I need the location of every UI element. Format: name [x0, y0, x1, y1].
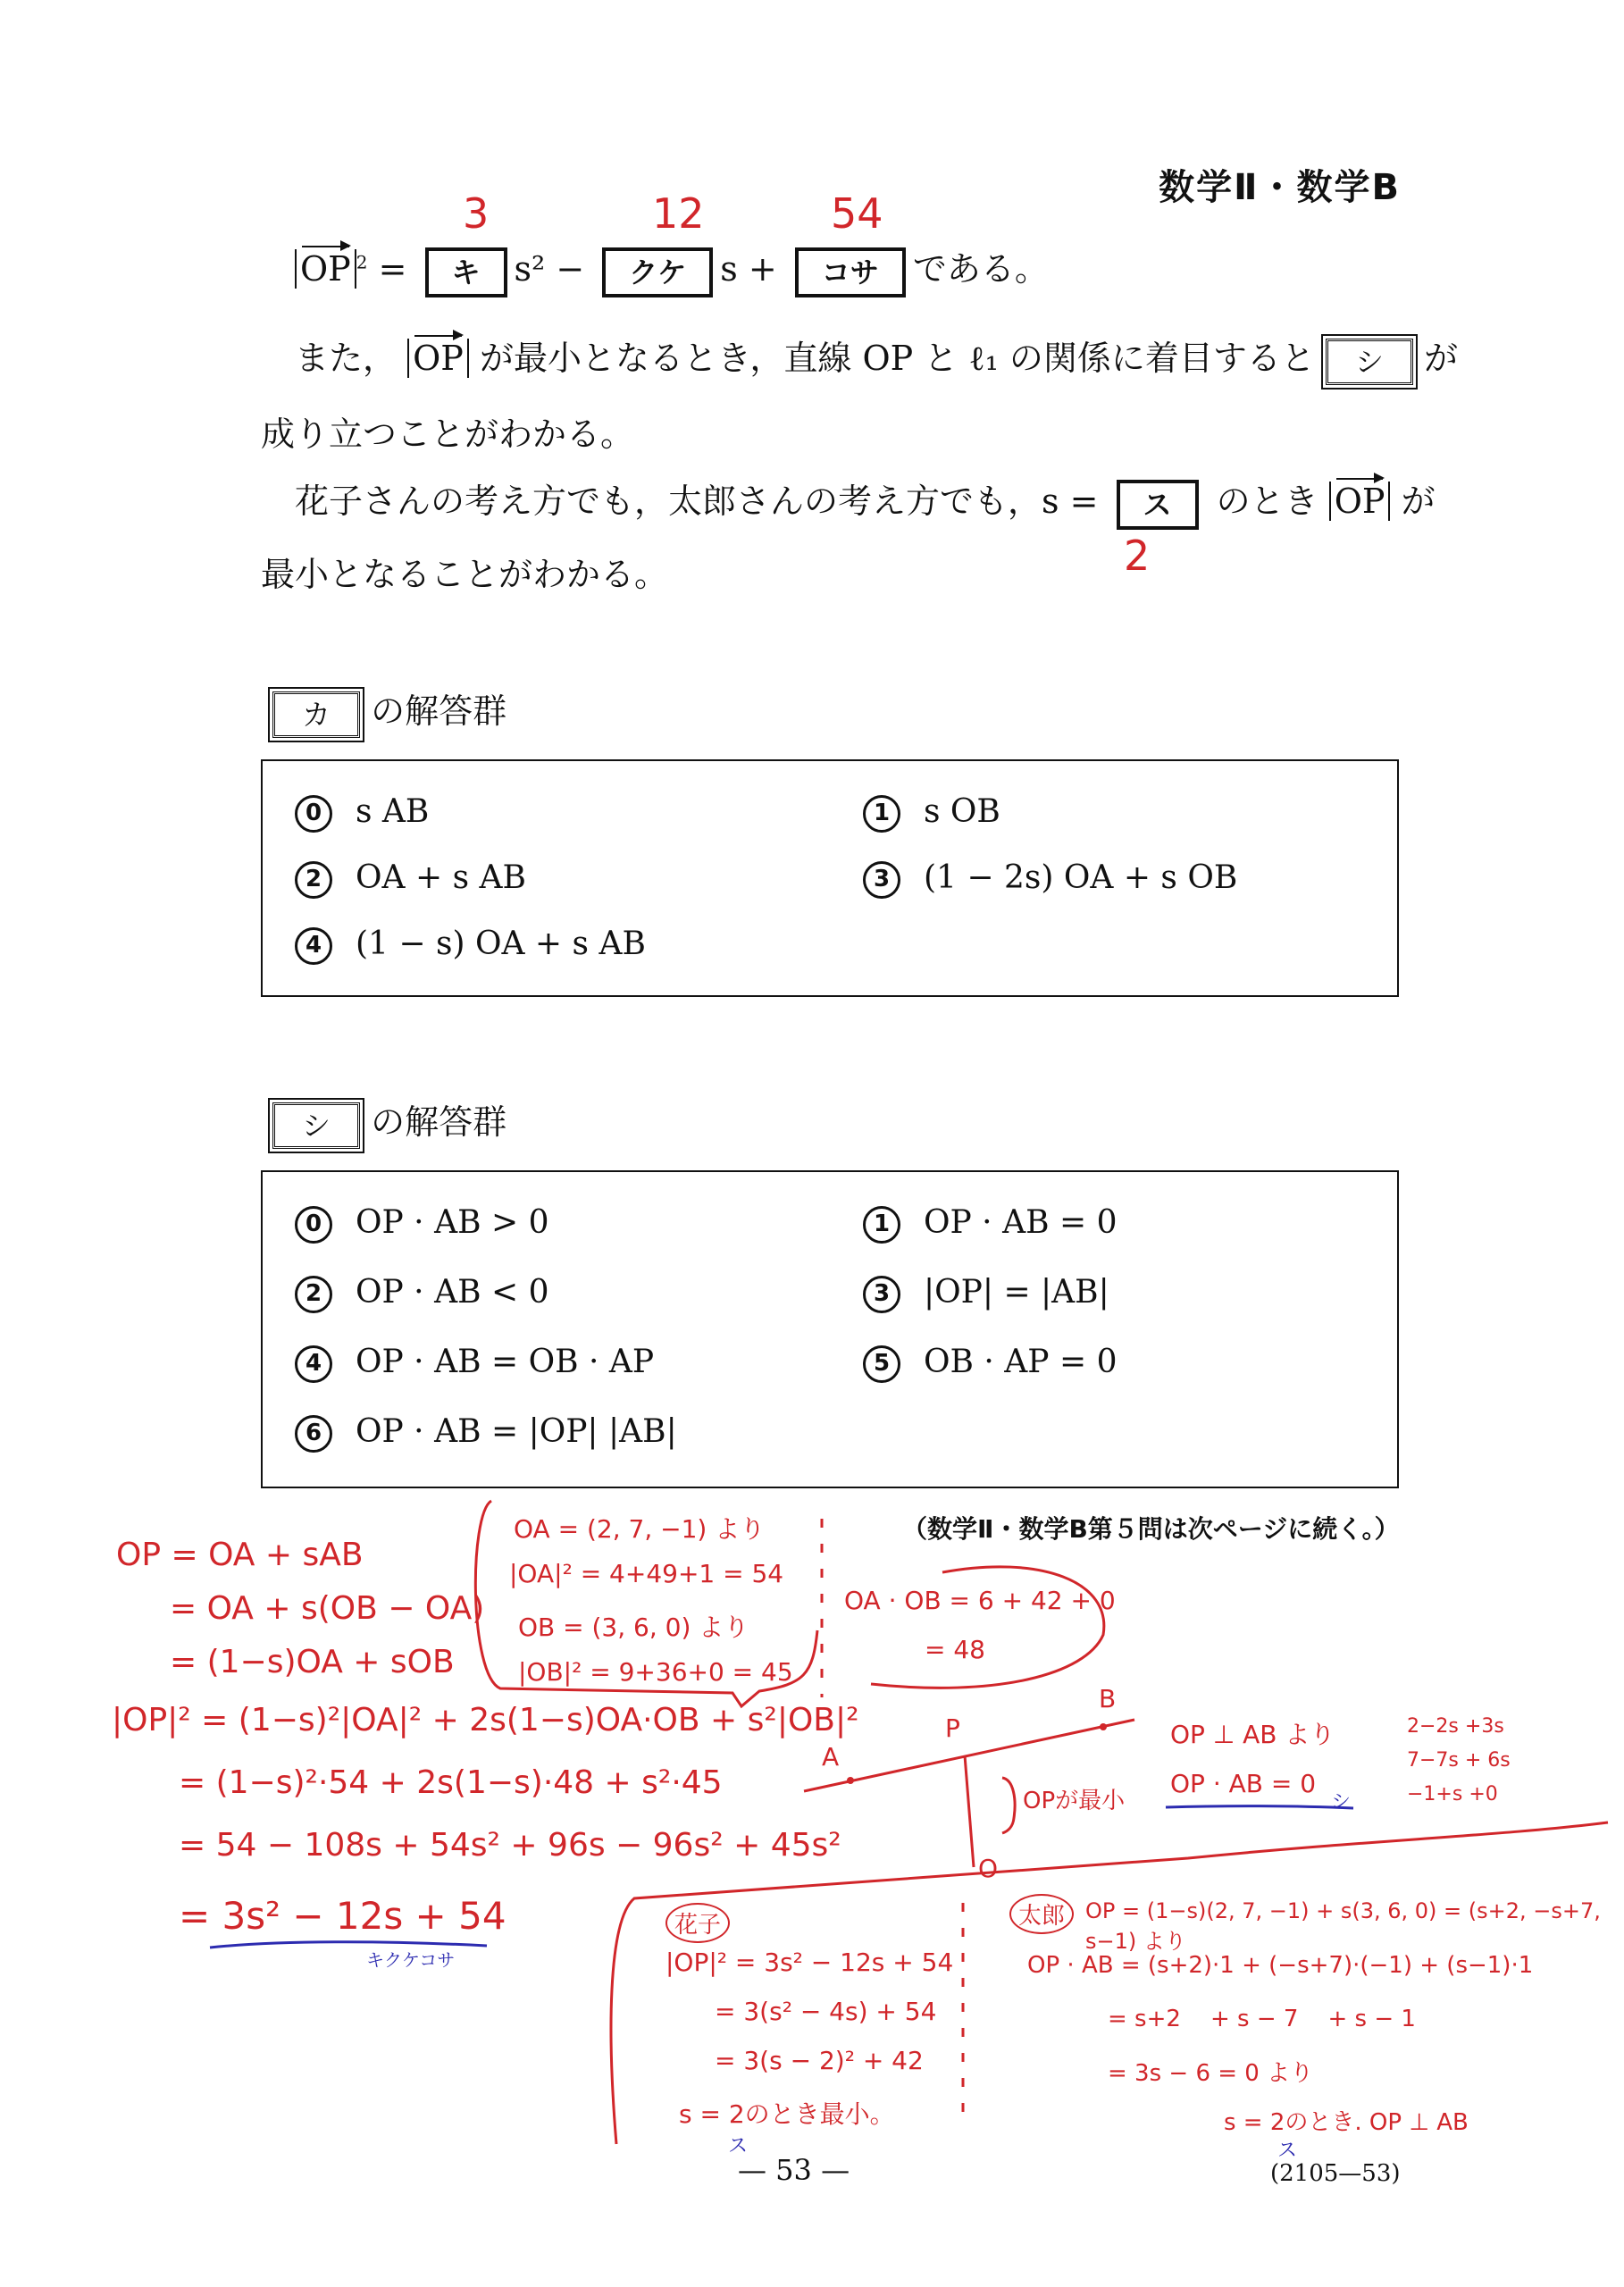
- hw-perp-line-2: OP · AB = 0: [1170, 1769, 1317, 1798]
- paragraph-su: [295, 473, 1436, 530]
- hw-point-b: B: [1099, 1684, 1117, 1713]
- op-vector: OP: [300, 249, 351, 289]
- hw-taro-mark: ス: [1277, 2140, 1298, 2162]
- hw-under-label: キクケコサ: [366, 1949, 456, 1971]
- ka-option-2[interactable]: [295, 859, 526, 899]
- group-shi-label: の解答群: [371, 1102, 507, 1142]
- group-ka-label: の解答群: [371, 691, 507, 731]
- option-text: OP · AB = OB · AP: [356, 1344, 655, 1380]
- hw-bubble-line-1: OA = (2, 7, −1) より: [514, 1514, 766, 1544]
- option-number: 4: [295, 1345, 332, 1383]
- hw-point-p: P: [945, 1713, 960, 1743]
- hw-hanako-line-2: = 3(s² − 4s) + 54: [715, 1997, 937, 2026]
- answer-box-shi[interactable]: シ: [1326, 339, 1413, 385]
- group-shi-box: シ: [272, 1102, 360, 1149]
- hw-perp-mark: シ: [1331, 1791, 1352, 1814]
- answer-box-kuke[interactable]: クケ: [602, 247, 713, 297]
- option-text: (1 − s) OA + s AB: [356, 926, 646, 962]
- hw-taro-line-5: s = 2のとき. OP ⊥ AB: [1224, 2109, 1469, 2136]
- answer-box-su[interactable]: ス: [1117, 480, 1199, 530]
- option-number: 1: [863, 795, 900, 833]
- option-number: 5: [863, 1345, 900, 1383]
- option-text: OP · AB < 0: [356, 1274, 549, 1311]
- option-number: 2: [295, 861, 332, 899]
- para2-end: が: [1401, 482, 1436, 521]
- hw-hanako-mark: ス: [728, 2135, 749, 2157]
- option-text: (1 − 2s) OA + s OB: [924, 859, 1238, 896]
- hw-taro-line-3: = s+2 + s − 7 + s − 1: [1108, 2006, 1416, 2032]
- hw-taro-line-4: = 3s − 6 = 0 より: [1108, 2060, 1314, 2087]
- paragraph-shi-line2: 成り立つことがわかる。: [261, 415, 635, 454]
- shi-option-2[interactable]: [295, 1274, 548, 1313]
- hw-answer-ki: 3: [463, 189, 490, 238]
- hw-hanako-title: 花子: [666, 1903, 730, 1943]
- op-vector: OP: [1334, 482, 1385, 521]
- hw-side-calc-3: −1+s +0: [1407, 1783, 1498, 1805]
- answer-box-ki[interactable]: キ: [425, 247, 507, 297]
- ka-option-3[interactable]: [863, 859, 1237, 899]
- para2-start: 花子さんの考え方でも，太郎さんの考え方でも，s =: [295, 482, 1099, 521]
- option-text: |OP| = |AB|: [924, 1274, 1109, 1311]
- option-text: s OB: [924, 793, 1000, 830]
- op-vector: OP: [413, 339, 464, 378]
- op-norm: [295, 249, 356, 289]
- shi-option-4[interactable]: [295, 1344, 654, 1383]
- hw-taro-line-1: OP = (1−s)(2, 7, −1) + s(3, 6, 0) = (s+2, −s+7, s−1) より: [1085, 1898, 1601, 1954]
- shi-option-0[interactable]: [295, 1204, 548, 1244]
- group-ka-panel: [261, 759, 1399, 997]
- hw-hanako-line-4: s = 2のとき最小。: [679, 2099, 895, 2129]
- hw-perp-underline: [1161, 1800, 1358, 1814]
- hw-bubble-line-4: |OB|² = 9+36+0 = 45: [518, 1657, 793, 1687]
- hw-diagram-note: OPが最小: [1023, 1788, 1126, 1814]
- group-shi-panel: [261, 1170, 1399, 1488]
- equals-sign: =: [378, 249, 407, 289]
- option-text: OP · AB > 0: [356, 1204, 549, 1241]
- option-number: 2: [295, 1276, 332, 1313]
- shi-option-3[interactable]: [863, 1274, 1109, 1313]
- hw-point-a: A: [822, 1742, 840, 1772]
- group-ka-box: カ: [272, 691, 360, 738]
- option-number: 4: [295, 927, 332, 965]
- hw-answer-su: 2: [1124, 532, 1151, 580]
- shi-option-1[interactable]: [863, 1204, 1117, 1244]
- exponent: 2: [356, 251, 368, 273]
- hw-dot-line-2: = 48: [925, 1635, 985, 1664]
- equation-tail: である。: [912, 249, 1049, 289]
- hw-point-o: O: [978, 1854, 999, 1883]
- option-number: 3: [863, 1276, 900, 1313]
- hw-dot-line-1: OA · OB = 6 + 42 + 0: [844, 1586, 1116, 1615]
- group-shi-title: [272, 1094, 506, 1149]
- paragraph-shi: [295, 331, 1458, 385]
- hw-side-calc-1: 2−2s +3s: [1407, 1715, 1504, 1738]
- option-text: OP · AB = 0: [924, 1204, 1118, 1241]
- page-code: (2105—53): [1270, 2160, 1401, 2187]
- shi-option-6[interactable]: [295, 1413, 677, 1453]
- subject-header: 数学Ⅱ・数学B: [1159, 167, 1401, 208]
- hw-answer-kosa: 54: [831, 189, 883, 238]
- ka-option-0[interactable]: [295, 793, 429, 833]
- op-squared-equation: [295, 241, 1049, 297]
- hw-expansion-line-4: = 3s² − 12s + 54: [179, 1894, 506, 1938]
- hw-perp-line-1: OP ⊥ AB より: [1170, 1720, 1335, 1749]
- para1-mid: が最小となるとき，直線 OP と ℓ₁ の関係に着目すると: [479, 339, 1315, 378]
- hw-hanako-line-3: = 3(s − 2)² + 42: [715, 2046, 924, 2075]
- para2-mid: のとき: [1216, 482, 1318, 521]
- hw-expansion-line-3: = 54 − 108s + 54s² + 96s − 96s² + 45s²: [179, 1827, 841, 1864]
- hw-op-line-2: = OA + s(OB − OA): [170, 1590, 485, 1627]
- option-text: s AB: [356, 793, 430, 830]
- s-squared-term: s² −: [514, 249, 585, 289]
- group-ka-title: [272, 683, 506, 738]
- option-number: 6: [295, 1415, 332, 1453]
- shi-option-5[interactable]: [863, 1344, 1117, 1383]
- option-number: 1: [863, 1206, 900, 1244]
- option-text: OB · AP = 0: [924, 1344, 1118, 1380]
- option-number: 0: [295, 795, 332, 833]
- op-norm: [1329, 482, 1391, 521]
- op-norm: [407, 339, 469, 378]
- ka-option-1[interactable]: [863, 793, 1000, 833]
- option-number: 0: [295, 1206, 332, 1244]
- hw-op-line-3: = (1−s)OA + sOB: [170, 1644, 455, 1680]
- page-number: — 53 —: [738, 2153, 850, 2187]
- option-text: OA + s AB: [356, 859, 526, 896]
- option-text: OP · AB = |OP| |AB|: [356, 1413, 677, 1450]
- ka-option-4[interactable]: [295, 926, 646, 965]
- hw-taro-line-2: OP · AB = (s+2)·1 + (−s+7)·(−1) + (s−1)·1: [1027, 1952, 1534, 1979]
- para1-end: が: [1424, 339, 1459, 378]
- para1-start: また，: [295, 339, 398, 378]
- hw-expansion-line-2: = (1−s)²·54 + 2s(1−s)·48 + s²·45: [179, 1764, 723, 1801]
- hw-taro-title: 太郎: [1009, 1894, 1074, 1934]
- hw-bubble-line-2: |OA|² = 4+49+1 = 54: [509, 1559, 784, 1588]
- s-term: s +: [720, 249, 777, 289]
- option-number: 3: [863, 861, 900, 899]
- continue-note: （数学Ⅱ・数学B第５問は次ページに続く。）: [902, 1514, 1400, 1544]
- paragraph-su-line2: 最小となることがわかる。: [261, 555, 669, 594]
- hw-bubble-line-3: OB = (3, 6, 0) より: [518, 1613, 749, 1642]
- hw-op-line-1: OP = OA + sAB: [116, 1537, 364, 1573]
- answer-box-kosa[interactable]: コサ: [795, 247, 906, 297]
- hw-answer-kuke: 12: [652, 189, 705, 238]
- hw-expansion-line-1: |OP|² = (1−s)²|OA|² + 2s(1−s)OA·OB + s²|OB|²: [112, 1702, 859, 1738]
- hw-hanako-line-1: |OP|² = 3s² − 12s + 54: [666, 1948, 954, 1977]
- hw-side-calc-2: 7−7s + 6s: [1407, 1749, 1511, 1772]
